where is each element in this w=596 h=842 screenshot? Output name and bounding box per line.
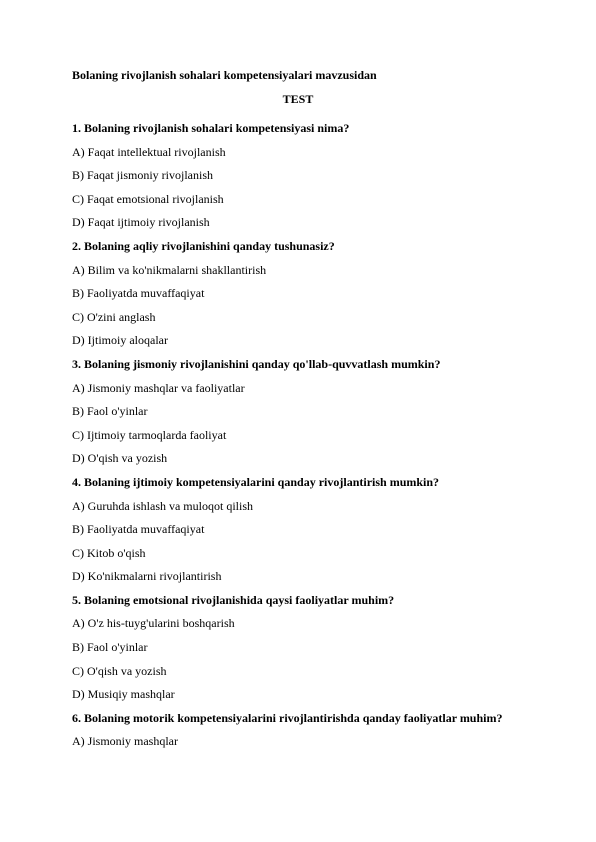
question-5-option-c: C) O'qish va yozish [72, 663, 167, 678]
question-3-option-c: C) Ijtimoiy tarmoqlarda faoliyat [72, 427, 227, 442]
question-5-option-d: D) Musiqiy mashqlar [72, 687, 175, 702]
question-1-option-b: B) Faqat jismoniy rivojlanish [72, 168, 213, 183]
question-6: 6. Bolaning motorik kompetensiyalarini rivojlantirishda qanday faoliyatlar muhim? [72, 710, 503, 725]
question-2-option-b: B) Faoliyatda muvaffaqiyat [72, 286, 205, 301]
question-5-option-a: A) O'z his-tuyg'ularini boshqarish [72, 616, 235, 631]
question-list [72, 121, 542, 758]
question-1: 1. Bolaning rivojlanish sohalari kompetensiyasi nima? [72, 121, 350, 135]
document-subtitle: TEST [282, 92, 314, 106]
question-4-option-d: D) Ko'nikmalarni rivojlantirish [72, 569, 222, 584]
question-5: 5. Bolaning emotsional rivojlanishida qaysi faoliyatlar muhim? [72, 592, 395, 607]
question-4-option-c: C) Kitob o'qish [72, 545, 146, 560]
question-3-option-b: B) Faol o'yinlar [72, 404, 148, 419]
question-1-option-c: C) Faqat emotsional rivojlanish [72, 191, 224, 206]
question-5-option-b: B) Faol o'yinlar [72, 640, 148, 655]
question-1-option-d: D) Faqat ijtimoiy rivojlanish [72, 215, 210, 230]
question-4-option-a: A) Guruhda ishlash va muloqot qilish [72, 498, 253, 513]
question-2: 2. Bolaning aqliy rivojlanishini qanday tushunasiz? [72, 238, 335, 253]
question-2-option-c: C) O'zini anglash [72, 309, 156, 324]
question-2-option-a: A) Bilim va ko'nikmalarni shakllantirish [72, 262, 267, 277]
question-3: 3. Bolaning jismoniy rivojlanishini qanday qo'llab-quvvatlash mumkin? [72, 356, 441, 371]
question-2-option-d: D) Ijtimoiy aloqalar [72, 333, 168, 348]
question-4-option-b: B) Faoliyatda muvaffaqiyat [72, 522, 205, 537]
question-3-option-a: A) Jismoniy mashqlar va faoliyatlar [72, 380, 245, 395]
question-6-option-a: A) Jismoniy mashqlar [72, 734, 178, 749]
question-4: 4. Bolaning ijtimoiy kompetensiyalarini qanday rivojlantirish mumkin? [72, 474, 440, 489]
question-3-option-d: D) O'qish va yozish [72, 451, 168, 466]
question-1-option-a: A) Faqat intellektual rivojlanish [72, 144, 226, 159]
document-title: Bolaning rivojlanish sohalari kompetensiyalari mavzusidan [72, 68, 377, 82]
